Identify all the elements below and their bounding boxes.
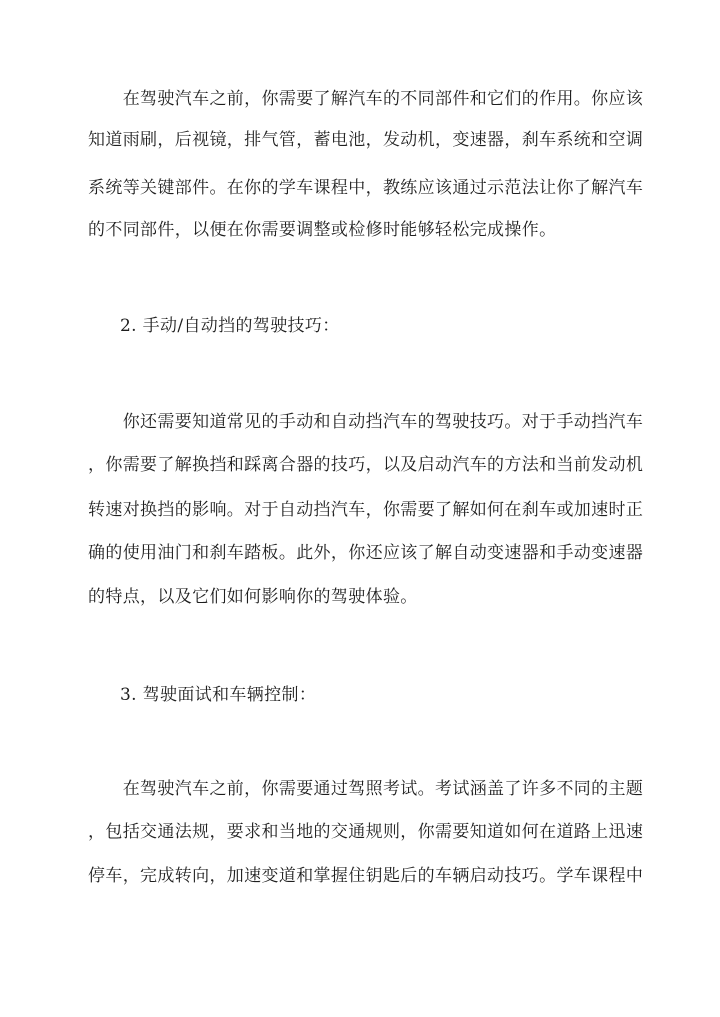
paragraph-1-line-1: 在驾驶汽车之前，你需要了解汽车的不同部件和它们的作用。你应该 (88, 89, 644, 109)
section-heading-2: 2. 手动/自动挡的驾驶技巧： (120, 316, 340, 336)
paragraph-1-line-2: 知道雨刷，后视镜，排气管，蓄电池，发动机，变速器，刹车系统和空调 (88, 130, 644, 150)
paragraph-2-line-2: ，你需要了解换挡和踩离合器的技巧，以及启动汽车的方法和当前发动机 (88, 455, 644, 475)
paragraph-3-line-2: ，包括交通法规，要求和当地的交通规则，你需要知道如何在道路上迅速 (88, 822, 644, 842)
section-heading-3: 3. 驾驶面试和车辆控制： (120, 685, 317, 705)
paragraph-1-line-3: 系统等关键部件。在你的学车课程中，教练应该通过示范法让你了解汽车 (88, 178, 644, 198)
paragraph-3-line-1: 在驾驶汽车之前，你需要通过驾照考试。考试涵盖了许多不同的主题 (88, 779, 644, 799)
paragraph-2-line-3: 转速对换挡的影响。对于自动挡汽车，你需要了解如何在刹车或加速时正 (88, 500, 644, 520)
paragraph-3-line-3: 停车，完成转向，加速变道和掌握住钥匙后的车辆启动技巧。学车课程中 (88, 866, 644, 886)
paragraph-2-line-4: 确的使用油门和刹车踏板。此外，你还应该了解自动变速器和手动变速器 (88, 543, 644, 563)
paragraph-1-line-4: 的不同部件，以便在你需要调整或检修时能够轻松完成操作。 (88, 220, 557, 240)
paragraph-2-line-5: 的特点，以及它们如何影响你的驾驶体验。 (88, 587, 418, 607)
paragraph-2-line-1: 你还需要知道常见的手动和自动挡汽车的驾驶技巧。对于手动挡汽车 (88, 412, 644, 432)
